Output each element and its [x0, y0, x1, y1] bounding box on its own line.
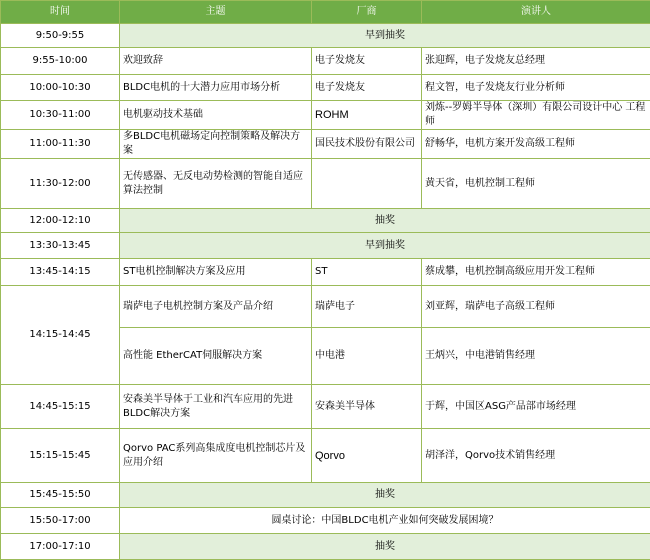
topic-cell: 电机驱动技术基础	[120, 101, 312, 130]
vendor-cell: 电子发烧友	[312, 75, 422, 101]
time-cell: 10:30-11:00	[1, 101, 120, 130]
time-cell: 10:00-10:30	[1, 75, 120, 101]
vendor-cell: ROHM	[312, 101, 422, 130]
vendor-cell: 瑞萨电子	[312, 286, 422, 328]
table-row	[1, 233, 650, 259]
header-speaker: 演讲人	[422, 1, 650, 24]
table-row	[1, 508, 650, 534]
time-cell: 11:30-12:00	[1, 159, 120, 209]
speaker-cell: 王炳兴，中电港销售经理	[422, 328, 650, 385]
vendor-cell: Qorvo	[312, 429, 422, 483]
header-topic: 主题	[120, 1, 312, 24]
lottery-cell: 抽奖	[120, 483, 650, 508]
table-row	[1, 130, 650, 159]
speaker-cell: 于辉，中国区ASG产品部市场经理	[422, 385, 650, 429]
topic-cell: 欢迎致辞	[120, 48, 312, 75]
table-row	[1, 101, 650, 130]
table-row	[1, 24, 650, 48]
vendor-cell: 安森美半导体	[312, 385, 422, 429]
time-cell: 11:00-11:30	[1, 130, 120, 159]
lottery-cell: 抽奖	[120, 534, 650, 560]
speaker-cell: 刘亚辉，瑞萨电子高级工程师	[422, 286, 650, 328]
topic-cell: Qorvo PAC系列高集成度电机控制芯片及应用介绍	[120, 429, 312, 483]
time-cell: 13:30-13:45	[1, 233, 120, 259]
table-row	[1, 483, 650, 508]
lottery-cell: 抽奖	[120, 209, 650, 233]
table-row	[1, 286, 650, 328]
time-cell: 15:50-17:00	[1, 508, 120, 534]
vendor-cell: ST	[312, 259, 422, 286]
vendor-cell: 国民技术股份有限公司	[312, 130, 422, 159]
time-cell: 17:00-17:10	[1, 534, 120, 560]
topic-cell: BLDC电机的十大潜力应用市场分析	[120, 75, 312, 101]
vendor-cell: 中电港	[312, 328, 422, 385]
time-cell: 14:45-15:15	[1, 385, 120, 429]
time-cell: 15:15-15:45	[1, 429, 120, 483]
table-row	[1, 259, 650, 286]
roundtable-cell: 圆桌讨论：中国BLDC电机产业如何突破发展困境？	[120, 508, 650, 534]
time-cell: 9:50-9:55	[1, 24, 120, 48]
speaker-cell: 舒畅华，电机方案开发高级工程师	[422, 130, 650, 159]
table-row	[1, 48, 650, 75]
topic-cell: 安森美半导体于工业和汽车应用的先进BLDC解决方案	[120, 385, 312, 429]
topic-cell: 多BLDC电机磁场定向控制策略及解决方案	[120, 130, 312, 159]
lottery-cell: 早到抽奖	[120, 24, 650, 48]
vendor-cell	[312, 159, 422, 209]
speaker-cell: 程文智，电子发烧友行业分析师	[422, 75, 650, 101]
time-cell: 9:55-10:00	[1, 48, 120, 75]
lottery-cell: 早到抽奖	[120, 233, 650, 259]
table-row	[1, 429, 650, 483]
vendor-cell: 电子发烧友	[312, 48, 422, 75]
table-row	[1, 159, 650, 209]
header-row	[1, 1, 650, 24]
time-cell: 12:00-12:10	[1, 209, 120, 233]
speaker-cell: 胡泽洋，Qorvo技术销售经理	[422, 429, 650, 483]
time-cell: 15:45-15:50	[1, 483, 120, 508]
time-cell: 14:15-14:45	[1, 286, 120, 385]
topic-cell: ST电机控制解决方案及应用	[120, 259, 312, 286]
table-row	[1, 534, 650, 560]
topic-cell: 瑞萨电子电机控制方案及产品介绍	[120, 286, 312, 328]
table-row	[1, 209, 650, 233]
speaker-cell: 蔡成攀，电机控制高级应用开发工程师	[422, 259, 650, 286]
speaker-cell: 黄天省，电机控制工程师	[422, 159, 650, 209]
topic-cell: 高性能 EtherCAT伺服解决方案	[120, 328, 312, 385]
speaker-cell: 刘炼--罗姆半导体（深圳）有限公司设计中心 工程师	[422, 101, 650, 130]
time-cell: 13:45-14:15	[1, 259, 120, 286]
topic-cell: 无传感器、无反电动势检测的智能自适应算法控制	[120, 159, 312, 209]
header-vendor: 厂商	[312, 1, 422, 24]
speaker-cell: 张迎辉，电子发烧友总经理	[422, 48, 650, 75]
table-row	[1, 385, 650, 429]
header-time: 时间	[1, 1, 120, 24]
table-row	[1, 75, 650, 101]
